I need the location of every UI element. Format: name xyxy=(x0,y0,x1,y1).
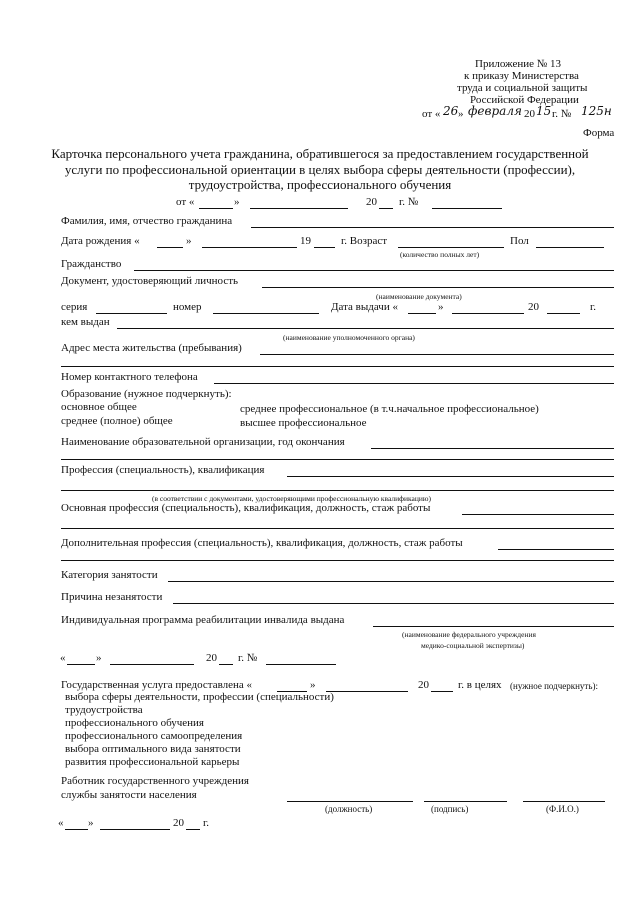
profession-field[interactable] xyxy=(287,476,614,477)
doc-number-field[interactable] xyxy=(213,313,319,314)
sex-label: Пол xyxy=(510,235,529,247)
sign-year-field[interactable] xyxy=(186,829,200,830)
service-year-field[interactable] xyxy=(431,691,453,692)
main-profession-field[interactable] xyxy=(462,514,614,515)
order-year: 15 xyxy=(536,104,552,118)
page-title: Карточка персонального учета гражданина, обратившегося за предоставлением государственной услуги по профессиональной ориентации в целях выбора сферы деятельности (профессии), трудоустройства, профессионального обучения xyxy=(51,146,589,192)
issue-date-label: Дата выдачи « xyxy=(331,301,398,313)
issue-month-field[interactable] xyxy=(452,313,524,314)
address-field-2[interactable] xyxy=(61,366,614,367)
position-field[interactable] xyxy=(287,801,413,802)
number-label: номер xyxy=(173,301,202,313)
address-field[interactable] xyxy=(260,354,614,355)
add-profession-field-2[interactable] xyxy=(61,560,614,561)
appendix-federation: Российской Федерации xyxy=(470,94,579,106)
ipr-day-field[interactable] xyxy=(67,664,95,665)
citizenship-field[interactable] xyxy=(134,270,614,271)
education-label: Образование (нужное подчеркнуть): xyxy=(61,388,232,400)
fio-field[interactable] xyxy=(251,227,614,228)
edu-org-label: Наименование образовательной организации, год окончания xyxy=(61,436,345,448)
edu-option-secondary[interactable]: среднее (полное) общее xyxy=(61,415,173,427)
dob-year-field[interactable] xyxy=(314,247,335,248)
order-month: февраля xyxy=(468,104,522,118)
sign-field[interactable] xyxy=(424,801,507,802)
edu-option-vocational[interactable]: среднее профессиональное (в т.ч.начальное профессиональное) xyxy=(240,403,539,415)
issued-by-label: кем выдан xyxy=(61,316,110,328)
service-label: Государственная услуга предоставлена « xyxy=(61,679,253,691)
appendix-order: к приказу Министерства xyxy=(464,70,579,82)
ipr-field[interactable] xyxy=(373,626,614,627)
sex-field[interactable] xyxy=(536,247,604,248)
form-page: Приложение № 13 к приказу Министерства труда и социальной защиты Российской Федерации от « 26 » февраля 20 15 г. № 125н Форма Карточка персонального учета гражданина, обратившегося за предоставлением государственной услуги по профессиональной ориентации в целях выбора сферы деятельности (профессии), трудоустройства, профессионального обучения от « » 20 г. № Фамилия, имя, отчество гражданина Дата рождения « » 19 г. Возраст Пол (количество полных лет) Гражданство Документ, удостоверяющий личность (наименование документа) серия номер Дата выдачи « » 20 г. кем выдан (наименование уполномоченного органа) Адрес места жительства (пребывания) Номер контактного телефона Образование (нужное подчеркнуть): основное общее среднее (полное) общее среднее профессиональное (в т.ч.начальное профессиональное) высшее профессиональное Наименование образовательной организации, год окончания Профессия (специальность), квалификация (в соответствии с документами, удостоверяющими профессиональную квалификацию) Основная профессия (специальность), квалификация, должность, стаж работы Дополнительная профессия (специальность), квалификация, должность, стаж работы Категория занятости Причина незанятости Индивидуальная программа реабилитации инвалида выдана (наименование федерального учреждения медико-социальной экспертизы) « » 20 г. № Государственная услуга предоставлена « » 20 г. в целях (нужное подчеркнуть): выбора сферы деятельности, профессии (специальности) трудоустройства профессионального обучения профессионального самоопределения выбора оптимального вида занятости развития профессиональной карьеры Работник государственного учреждения службы занятости населения (должность) (подпись) (Ф.И.О.) « » 20 г. xyxy=(0,0,640,905)
edu-option-basic[interactable]: основное общее xyxy=(61,401,137,413)
ipr-month-field[interactable] xyxy=(110,664,194,665)
sign-day-field[interactable] xyxy=(65,829,88,830)
name-field[interactable] xyxy=(523,801,605,802)
ipr-label: Индивидуальная программа реабилитации инвалида выдана xyxy=(61,614,345,626)
issue-day-field[interactable] xyxy=(408,313,436,314)
dob-label: Дата рождения « xyxy=(61,235,140,247)
appendix-number: Приложение № 13 xyxy=(475,58,562,70)
goal-option[interactable]: профессионального обучения xyxy=(65,717,204,729)
issued-by-field[interactable] xyxy=(117,328,614,329)
series-field[interactable] xyxy=(96,313,167,314)
card-year-field[interactable] xyxy=(379,208,393,209)
profession-label: Профессия (специальность), квалификация xyxy=(61,464,265,476)
ipr-number-field[interactable] xyxy=(266,664,336,665)
appendix-ministry: труда и социальной защиты xyxy=(457,82,588,94)
employment-category-label: Категория занятости xyxy=(61,569,158,581)
goal-option[interactable]: трудоустройства xyxy=(65,704,143,716)
goal-option[interactable]: выбора сферы деятельности, профессии (специальности) xyxy=(65,691,334,703)
phone-field[interactable] xyxy=(214,383,614,384)
employment-category-field[interactable] xyxy=(168,581,614,582)
goal-option[interactable]: развития профессиональной карьеры xyxy=(65,756,240,768)
order-day: 26 xyxy=(443,104,459,118)
edu-org-field-2[interactable] xyxy=(61,459,614,460)
add-profession-label: Дополнительная профессия (специальность), квалификация, должность, стаж работы xyxy=(61,537,463,549)
order-number: 125н xyxy=(581,104,612,118)
worker-label: Работник государственного учреждения xyxy=(61,775,249,787)
card-day-field[interactable] xyxy=(199,208,233,209)
edu-option-higher[interactable]: высшее профессиональное xyxy=(240,417,367,429)
id-doc-label: Документ, удостоверяющий личность xyxy=(61,275,239,287)
unemployment-reason-field[interactable] xyxy=(173,603,614,604)
goal-option[interactable]: выбора оптимального вида занятости xyxy=(65,743,241,755)
goal-option[interactable]: профессионального самоопределения xyxy=(65,730,243,742)
profession-field-2[interactable] xyxy=(61,490,614,491)
age-field[interactable] xyxy=(398,247,504,248)
main-profession-field-2[interactable] xyxy=(61,528,614,529)
card-number-field[interactable] xyxy=(432,208,502,209)
sign-month-field[interactable] xyxy=(100,829,170,830)
order-date-prefix: от « xyxy=(422,108,441,120)
dob-month-field[interactable] xyxy=(202,247,297,248)
citizenship-label: Гражданство xyxy=(61,258,122,270)
age-label: г. Возраст xyxy=(341,235,388,247)
series-label: серия xyxy=(61,301,88,313)
address-label: Адрес места жительства (пребывания) xyxy=(61,342,242,354)
phone-label: Номер контактного телефона xyxy=(61,371,198,383)
worker-label-2: службы занятости населения xyxy=(61,789,197,801)
service-month-field[interactable] xyxy=(326,691,408,692)
unemployment-reason-label: Причина незанятости xyxy=(61,591,163,603)
form-label: Форма xyxy=(583,127,615,139)
issue-year-field[interactable] xyxy=(547,313,580,314)
edu-org-field[interactable] xyxy=(371,448,614,449)
card-month-field[interactable] xyxy=(250,208,348,209)
fio-label: Фамилия, имя, отчество гражданина xyxy=(61,215,233,227)
ipr-year-field[interactable] xyxy=(219,664,233,665)
dob-day-field[interactable] xyxy=(157,247,183,248)
main-profession-label: Основная профессия (специальность), квалификация, должность, стаж работы xyxy=(61,502,431,514)
id-doc-field[interactable] xyxy=(262,287,614,288)
add-profession-field[interactable] xyxy=(498,549,614,550)
